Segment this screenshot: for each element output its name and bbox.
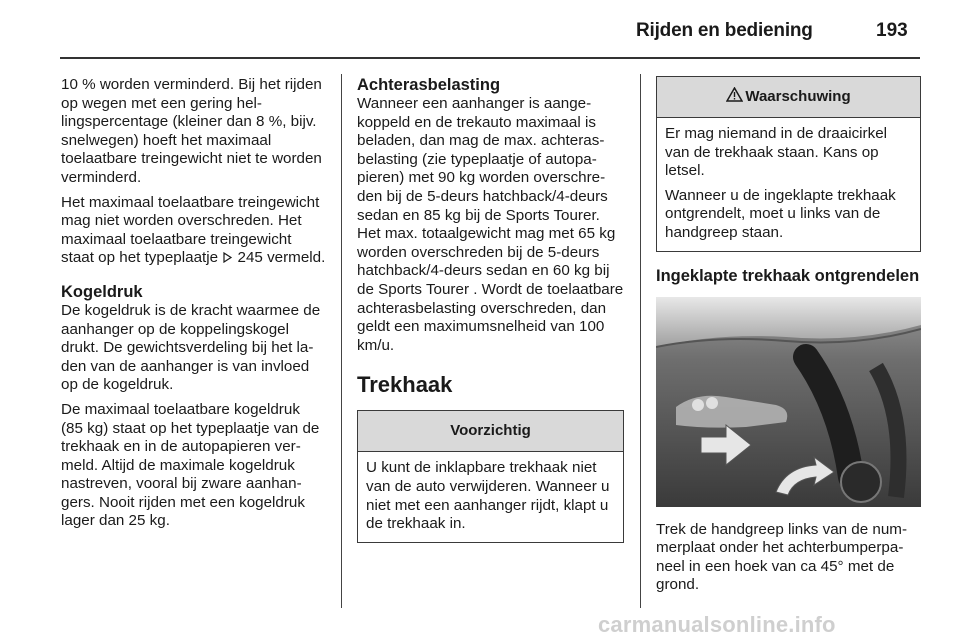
paragraph: Wanneer een aanhanger is aangekoppeld en de trekauto maximaal is beladen, dan mag de max. achterasbelasting (zie typeplaatje of autopapieren) met 90 kg worden overschreden bij de 5-deurs hatchback/4-deurs sedan en 85 kg bij de Sports Tourer. Het max. totaalgewicht mag met 65 kg worden overschreden bij de 5-deurs hatchback/4-deurs sedan en 60 kg bij de Sports Tourer . Wordt de toelaatbare achterasbelasting overschreden, dan geldt een maximumsnelheid van 100 km/u. (357, 95, 624, 354)
caution-text: U kunt de inklapbare trekhaak niet van de auto verwijderen. Wanneer u niet met een aanhanger rijdt, klapt u de trekhaak in. (366, 459, 610, 533)
paragraph-text: vermeld. (262, 249, 326, 267)
page-ref-arrow-icon[interactable] (222, 249, 233, 266)
warning-title: Waarschuwing (745, 88, 851, 105)
towbar-handle-photo (656, 297, 921, 507)
caution-box (357, 410, 624, 542)
chapter-title: Rijden en bediening (636, 20, 813, 41)
section-heading-kogeldruk: Kogeldruk (61, 282, 143, 301)
paragraph-max-weight (61, 194, 326, 268)
paragraph: De maximaal toelaatbare kogeldruk (85 kg) staat op het typeplaatje van de trekhaak en in de autopapieren vermeld. Altijd de maximale kogeldruk nastreven, vooral bij zware aanhangers. Nooit rijden met een kogeldruk lager dan 25 kg. (61, 400, 320, 530)
paragraph: De kogeldruk is de kracht waarmee de aanhanger op de koppelingskogel drukt. De gewichtsverdeling bij het laden van de aanhanger is van invloed op de kogeldruk. (61, 301, 321, 394)
section-heading-ingeklapte-trekhaak: Ingeklapte trekhaak ontgrendelen (656, 266, 920, 285)
paragraph: Trek de handgreep links van de nummerplaat onder het achterbumperpaneel in een hoek van ca 45° met de grond. (656, 520, 908, 594)
column-divider-1 (341, 74, 342, 608)
warning-text: Wanneer u de ingeklapte trekhaak ontgrendelt, moet u links van de handgreep staan. (665, 186, 896, 241)
column-divider-2 (640, 74, 641, 608)
column-2 (357, 76, 624, 543)
warning-header (657, 77, 920, 118)
caution-title: Voorzichtig (358, 411, 623, 452)
column-3 (656, 76, 921, 601)
section-heading-achterasbelasting: Achterasbelasting (357, 76, 501, 94)
header-divider (60, 57, 920, 59)
section-heading-trekhaak: Trekhaak (357, 372, 453, 398)
warning-text: Er mag niemand in de draaicirkel van de trekhaak staan. Kans op letsel. (665, 125, 888, 180)
warning-triangle-icon (726, 78, 743, 118)
watermark: carmanualsonline.info (598, 612, 836, 637)
warning-box (656, 76, 921, 252)
page-number: 193 (876, 20, 908, 41)
paragraph-text: Het maximaal toelaatbare treingewicht mag niet worden overschreden. Het maximaal toelaatbare treingewicht staat op het typeplaatje (61, 193, 320, 267)
page-ref-link[interactable]: 245 (237, 249, 263, 267)
column-1 (61, 76, 326, 537)
paragraph: 10 % worden verminderd. Bij het rijden op wegen met een gering hellingspercentage (kleiner dan 8 %, bijv. snelwegen) hoeft het maximaal toelaatbare treingewicht niet te worden verminderd. (61, 76, 322, 186)
